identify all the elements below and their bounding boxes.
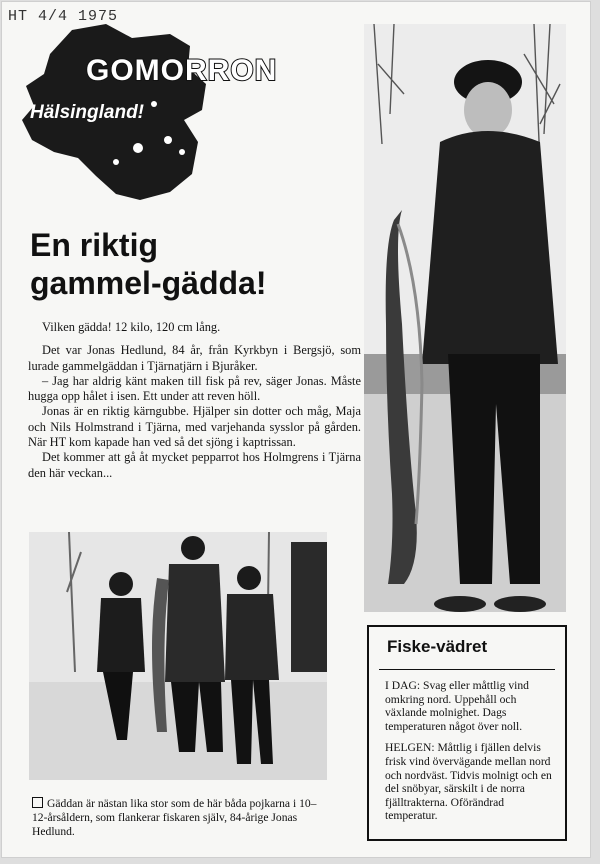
headline-line-2: gammel-gädda! xyxy=(30,265,267,301)
date-stamp: HT 4/4 1975 xyxy=(8,8,119,25)
logo-title: GOMORRON xyxy=(86,54,278,87)
article-lead: Vilken gädda! 12 kilo, 120 cm lång. xyxy=(42,320,221,334)
weather-divider xyxy=(379,669,555,670)
caption-marker-box xyxy=(32,797,43,808)
article-headline xyxy=(30,226,360,302)
caption-text: Gäddan är nästan lika stor som de här båda pojkarna i 10–12-årsåldern, som flankerar fiskaren själv, 84-årige Jonas Hedlund. xyxy=(32,797,317,838)
article-paragraph: Det kommer att gå åt mycket pepparrot hos Holmgrens i Tjärna den här veckan... xyxy=(28,450,361,480)
newspaper-clipping xyxy=(2,2,590,857)
weather-title: Fiske-vädret xyxy=(387,637,488,656)
photo-caption xyxy=(32,797,328,839)
article-paragraph: Det var Jonas Hedlund, 84 år, från Kyrkbyn i Bergsjö, som lurade gammelgäddan i Tjärnatjärn i Bjuråker. xyxy=(28,343,361,373)
gomorron-logo xyxy=(20,24,360,204)
logo-subtitle: Hälsingland! xyxy=(30,102,145,123)
weather-today: I DAG: Svag eller måttlig vind omkring nord. Uppehåll och växlande molnighet. Dags temperaturen något över noll. xyxy=(385,679,529,733)
article-body xyxy=(28,320,361,481)
photo-fisherman-with-pike xyxy=(364,24,566,612)
weather-weekend: HELGEN: Måttlig i fjällen delvis frisk vind övervägande mellan nord och nordväst. Tidvis molnigt och en del snöbyar, särskilt i de norra fjälltrakterna. Oförändrad temperatur. xyxy=(385,741,552,823)
article-paragraph: Jonas är en riktig kärngubbe. Hjälper sin dotter och måg, Maja och Nils Holmstrand i Tjärna, med varjehanda sysslor på gården. När HT kom kapade han ved så det sjöng i kaptrissan. xyxy=(28,404,361,450)
photo-boys-with-pike xyxy=(29,532,327,780)
weather-box xyxy=(367,625,567,841)
headline-line-1: En riktig xyxy=(30,227,159,263)
article-paragraph: – Jag har aldrig känt maken till fisk på rev, säger Jonas. Måste hugga opp hålet i isen. Ett under att reven höll. xyxy=(28,373,361,404)
